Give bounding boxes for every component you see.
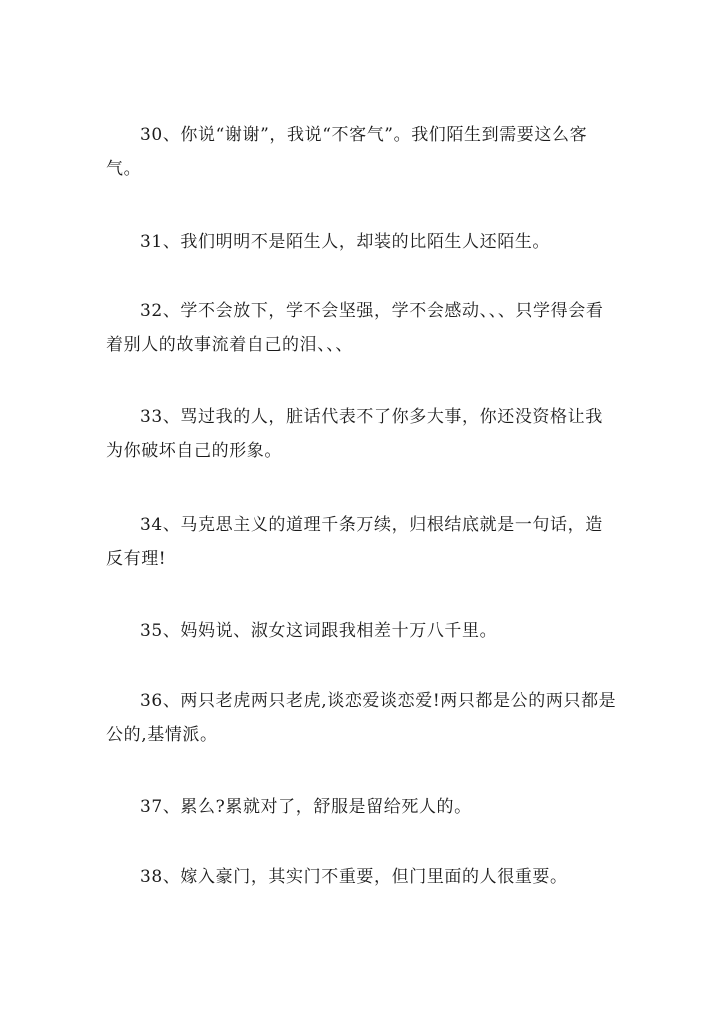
entry-30: 30、你说“谢谢”，我说“不客气”。我们陌生到需要这么客气。: [106, 125, 588, 179]
entry-38: 38、嫁入豪门，其实门不重要，但门里面的人很重要。: [140, 867, 568, 887]
entry-35: 35、妈妈说、淑女这词跟我相差十万八千里。: [140, 621, 498, 641]
entry-33: 33、骂过我的人，脏话代表不了你多大事，你还没资格让我为你破坏自己的形象。: [106, 407, 603, 461]
entry-37: 37、累么?累就对了，舒服是留给死人的。: [140, 797, 472, 817]
entry-32: 32、学不会放下，学不会坚强，学不会感动、、、只学得会看着别人的故事流着自己的泪、、、: [106, 301, 604, 355]
entry-31: 31、我们明明不是陌生人，却装的比陌生人还陌生。: [140, 232, 551, 252]
entry-36: 36、两只老虎两只老虎,谈恋爱谈恋爱!两只都是公的两只都是公的,基情派。: [106, 691, 617, 745]
entry-34: 34、马克思主义的道理千条万续，归根结底就是一句话，造反有理!: [106, 515, 603, 569]
